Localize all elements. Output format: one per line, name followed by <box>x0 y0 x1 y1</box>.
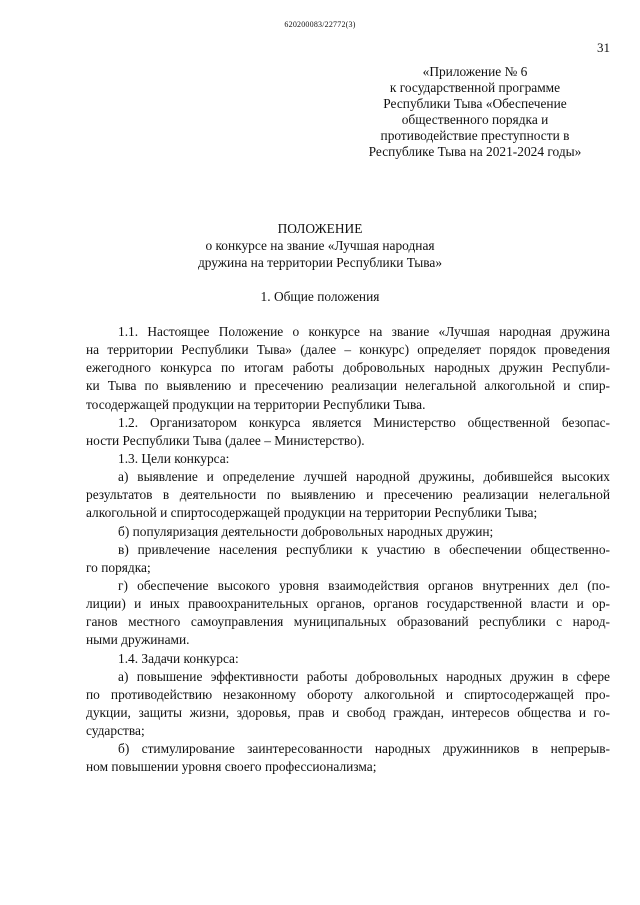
appendix-line: Республики Тыва «Обеспечение <box>383 96 567 111</box>
body-line: 1.1. Настоящее Положение о конкурсе на звание «Лучшая народная дружина <box>118 324 610 339</box>
appendix-block <box>340 64 610 160</box>
body-line: г) обеспечение высокого уровня взаимодействия органов внутренних дел (по- <box>118 577 610 593</box>
body-line: 1.3. Цели конкурса: <box>118 450 230 466</box>
body-line: ганов местного самоуправления муниципальных образований республики с народ- <box>86 614 610 630</box>
body-line: ном повышении уровня своего профессионализма; <box>86 759 377 775</box>
title-line: о конкурсе на звание «Лучшая народная <box>205 238 435 253</box>
document-id: 620200083/22772(3) <box>284 20 356 29</box>
body-line: на территории Республики Тыва» (далее – конкурс) определяет порядок проведения <box>86 342 610 358</box>
body-line: в) привлечение населения республики к участию в обеспечении общественно- <box>118 541 610 557</box>
body-line: го порядка; <box>86 559 151 575</box>
body-line: 1.4. Задачи конкурса: <box>118 650 239 666</box>
body-line: сударства; <box>86 723 145 739</box>
body-line: а) повышение эффективности работы добровольных народных дружин в сфере <box>118 668 610 684</box>
body-line: а) выявление и определение лучшей народной дружины, добившейся высоких <box>118 469 610 485</box>
title-line: дружина на территории Республики Тыва» <box>197 255 443 270</box>
page-number: 31 <box>597 40 610 55</box>
body-line: результатов в деятельности по выявлению и пресечению реализации нелегальной <box>86 487 610 503</box>
appendix-line: к государственной программе <box>389 80 561 95</box>
body-line: 1.2. Организатором конкурса является Министерство общественной безопас- <box>118 414 610 430</box>
title-line: ПОЛОЖЕНИЕ <box>277 221 363 236</box>
body-line: по противодействию незаконному обороту алкогольной и спиртосодержащей про- <box>86 686 610 702</box>
appendix-line: противодействие преступности в <box>380 128 570 143</box>
body-line: ежегодного конкурса по итогам работы добровольных народных дружин Республи- <box>86 360 610 376</box>
body-text <box>86 323 610 777</box>
body-line: тосодержащей продукции на территории Республики Тыва. <box>86 396 426 412</box>
appendix-line: «Приложение № 6 <box>422 64 528 79</box>
appendix-line: Республике Тыва на 2021-2024 годы» <box>368 144 582 159</box>
body-line: б) стимулирование заинтересованности народных дружинников в непрерыв- <box>118 741 610 757</box>
body-line: ными дружинами. <box>86 632 190 648</box>
body-line: лиции) и иных правоохранительных органов, органов государственной власти и ор- <box>86 596 610 612</box>
document-title <box>0 220 640 271</box>
body-line: ки Тыва по выявлению и пресечению реализации нелегальной алкогольной и спир- <box>86 378 610 394</box>
body-line: дукции, защиты жизни, здоровья, прав и свобод граждан, интересов общества и го- <box>86 704 610 720</box>
body-line: б) популяризация деятельности добровольных народных дружин; <box>118 523 494 539</box>
body-line: алкогольной и спиртосодержащей продукции на территории Республики Тыва; <box>86 505 538 521</box>
appendix-line: общественного порядка и <box>401 112 549 127</box>
body-line: ности Республики Тыва (далее – Министерство). <box>86 432 365 448</box>
section-heading: 1. Общие положения <box>260 289 380 304</box>
